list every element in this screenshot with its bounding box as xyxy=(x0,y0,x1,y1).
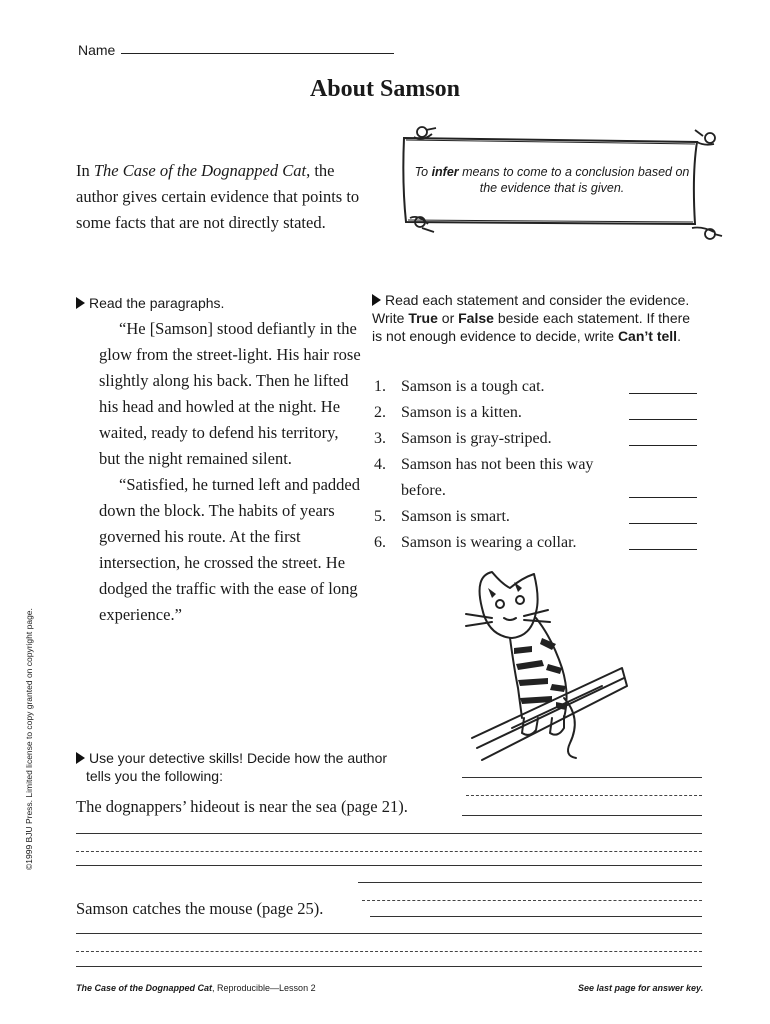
question-2: Samson catches the mouse (page 25). xyxy=(76,899,324,918)
false-label: False xyxy=(458,310,494,326)
statement-item xyxy=(374,530,699,556)
intro-book-title: The Case of the Dognapped Cat xyxy=(93,161,307,180)
instruction-text-or: or xyxy=(437,310,459,326)
passage-paragraph-2: “Satisfied, he turned left and padded down the block. The habits of years governed his route. At the first intersection, he crossed the street. He dodged the traffic with the ease of long experience.” xyxy=(99,475,360,624)
name-label: Name xyxy=(78,42,116,58)
triangle-bullet-icon xyxy=(372,294,381,306)
instruction-text-1: Read each statement and consider the evidence. Write xyxy=(372,292,690,326)
statement-number: 4. xyxy=(374,456,386,473)
statement-number: 6. xyxy=(374,534,386,551)
statement-number: 3. xyxy=(374,430,386,447)
writing-line[interactable] xyxy=(370,916,702,917)
statement-text: Samson is a tough cat. xyxy=(401,378,545,395)
writing-line[interactable] xyxy=(76,933,702,934)
footer-lesson xyxy=(76,983,316,993)
striped-cat-illustration xyxy=(452,568,632,763)
writing-line[interactable] xyxy=(462,815,702,816)
writing-line[interactable] xyxy=(462,777,702,778)
instruction-text-2: beside each statement. If there is not enough evidence to decide, write xyxy=(372,310,691,344)
statement-text: Samson is gray-striped. xyxy=(401,430,552,447)
answer-blank[interactable] xyxy=(629,419,697,420)
statement-number: 5. xyxy=(374,508,386,525)
writing-line[interactable] xyxy=(76,833,702,834)
instruction-text-end: . xyxy=(677,328,681,344)
statement-text: Samson is a kitten. xyxy=(401,404,522,421)
instruction-read-paragraphs xyxy=(76,294,356,312)
triangle-bullet-icon xyxy=(76,297,85,309)
writing-guide-line xyxy=(76,851,702,852)
footer-lesson-text: , Reproducible—Lesson 2 xyxy=(212,983,316,993)
copyright-notice: ©1999 BJU Press. Limited license to copy granted on copyright page. xyxy=(24,608,34,870)
writing-line[interactable] xyxy=(76,966,702,967)
question-1: The dognappers’ hideout is near the sea (page 21). xyxy=(76,797,408,816)
intro-prefix: In xyxy=(76,161,94,180)
statement-item xyxy=(374,452,699,504)
statement-item xyxy=(374,374,699,400)
statement-text: Samson is wearing a collar. xyxy=(401,534,577,551)
footer-book-title: The Case of the Dognapped Cat xyxy=(76,983,213,993)
statement-item xyxy=(374,504,699,530)
writing-guide-line xyxy=(362,900,702,901)
instruction-detective xyxy=(76,749,436,785)
intro-paragraph xyxy=(76,158,366,236)
statement-list xyxy=(374,374,699,556)
writing-line[interactable] xyxy=(76,865,702,866)
answer-blank[interactable] xyxy=(629,523,697,524)
page-title: About Samson xyxy=(309,76,461,102)
instruction-statements xyxy=(372,291,702,345)
writing-guide-line xyxy=(76,951,702,952)
cant-tell-label: Can’t tell xyxy=(617,328,678,344)
statement-text: Samson has not been this way before. xyxy=(401,456,594,499)
answer-blank[interactable] xyxy=(629,549,697,550)
instruction-line-1: Use your detective skills! Decide how the author xyxy=(89,750,388,766)
statement-item xyxy=(374,426,699,452)
writing-line[interactable] xyxy=(358,882,702,883)
passage xyxy=(99,316,361,628)
definition-rest: means to come to a conclusion based on the evidence that is given. xyxy=(458,165,690,195)
passage-paragraph-1: “He [Samson] stood defiantly in the glow from the street-light. His hair rose slightly along his back. Then he lifted his head and howled at the night. He waited, ready to defend his territory, but the night remained silent. xyxy=(99,319,361,468)
name-field-line[interactable] xyxy=(121,53,394,54)
triangle-bullet-icon xyxy=(76,752,85,764)
instruction-line-2: tells you the following: xyxy=(86,768,223,784)
writing-guide-line xyxy=(466,795,702,796)
instruction-text: Read the paragraphs. xyxy=(89,295,225,311)
definition-prefix: To xyxy=(414,165,432,179)
answer-blank[interactable] xyxy=(629,393,697,394)
statement-number: 2. xyxy=(374,404,386,421)
statement-text: Samson is smart. xyxy=(401,508,510,525)
definition-text xyxy=(412,164,692,196)
answer-blank[interactable] xyxy=(629,445,697,446)
definition-term: infer xyxy=(431,165,459,179)
statement-number: 1. xyxy=(374,378,386,395)
answer-blank[interactable] xyxy=(629,497,697,498)
statement-item xyxy=(374,400,699,426)
true-label: True xyxy=(408,310,438,326)
intro-rest: , the author gives certain evidence that points to some facts that are not directly stated. xyxy=(76,161,360,232)
footer-answer-key: See last page for answer key. xyxy=(578,983,704,993)
